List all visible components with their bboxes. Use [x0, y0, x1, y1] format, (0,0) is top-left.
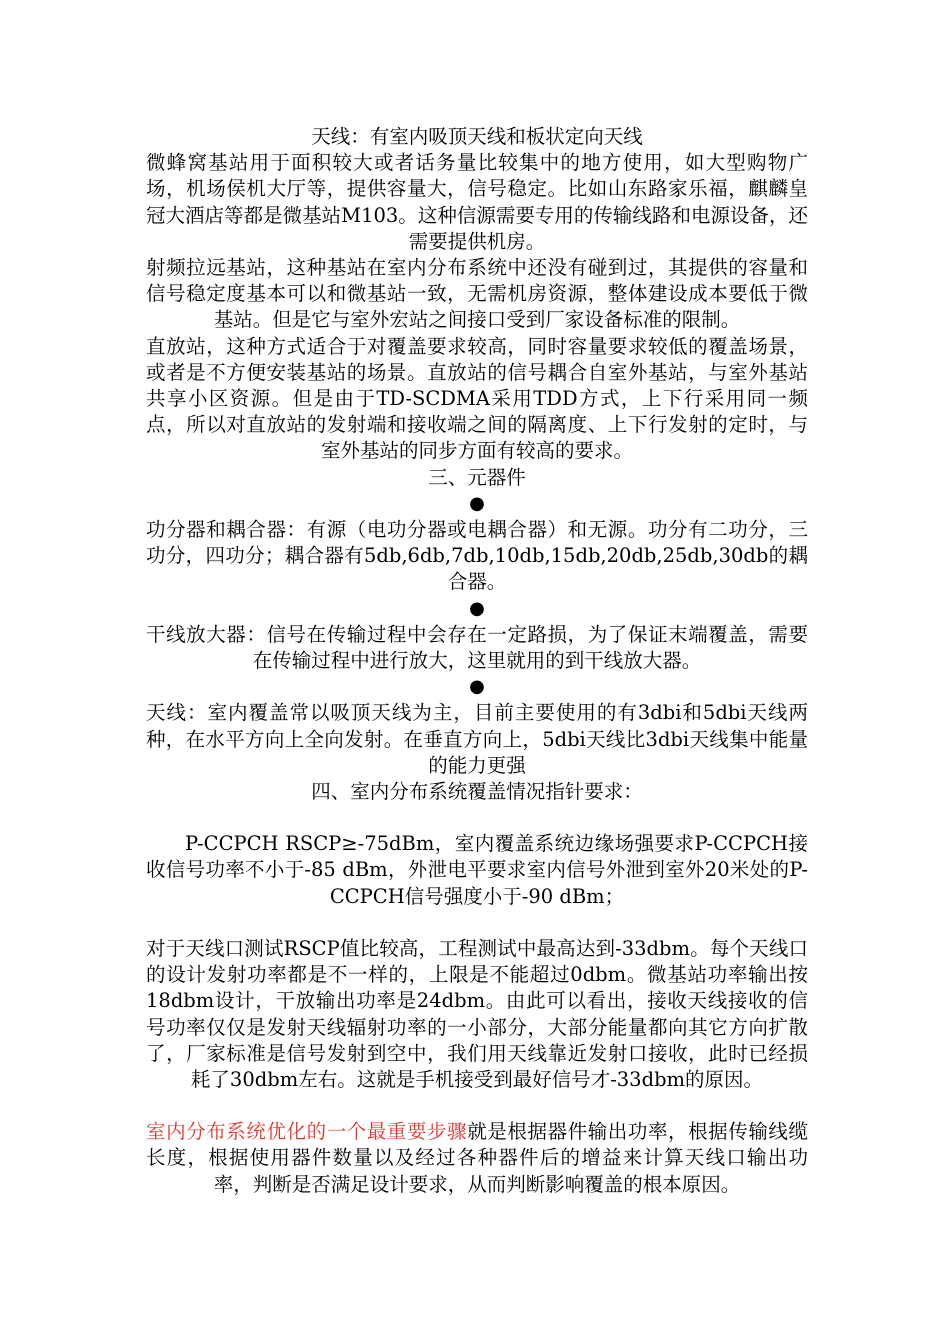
antenna-paragraph: 天线：室内覆盖常以吸顶天线为主，目前主要使用的有3dbi和5dbi天线两种，在水平方向上全向发射。在垂直方向上，5dbi天线比3dbi天线集中能量的能力更强 — [146, 701, 808, 777]
bullet-dot: ● — [469, 492, 485, 514]
bullet-dot: ● — [469, 597, 485, 619]
rscp-paragraph: 对于天线口测试RSCP值比较高，工程测试中最高达到-33dbm。每个天线口的设计发射功率都是不一样的，上限是不能超过0dbm。微基站功率输出按18dbm设计，干放输出功率是24dbm。由此可以看出，接收天线接收的信号功率仅仅是发射天线辐射功率的一小部分，大部分能量都向其它方向扩散了，厂家标准是信号发射到空中，我们用天线靠近发射口接收，此时已经损耗了30dbm左右。这就是手机接受到最好信号才-33dbm的原因。 — [146, 936, 808, 1091]
optimize-highlight: 室内分布系统优化的一个最重要步骤 — [146, 1120, 468, 1144]
amplifier-paragraph: 干线放大器：信号在传输过程中会存在一定路损，为了保证末端覆盖，需要在传输过程中进行放大，这里就用的到干线放大器。 — [146, 622, 808, 673]
optimize-paragraph — [146, 1119, 808, 1198]
section-4-heading: 四、室内分布系统覆盖情况指针要求： — [311, 780, 643, 804]
micro-cell-paragraph: 微蜂窝基站用于面积较大或者话务量比较集中的地方使用，如大型购物广场，机场侯机大厅等，提供容量大，信号稳定。比如山东路家乐福，麒麟皇冠大酒店等都是微基站M103。这种信源需要专用的传输线路和电源设备，还需要提供机房。 — [146, 151, 808, 253]
rru-paragraph: 射频拉远基站，这种基站在室内分布系统中还没有碰到过，其提供的容量和信号稳定度基本可以和微基站一致，无需机房资源，整体建设成本要低于微基站。但是它与室外宏站之间接口受到厂家设备标准的限制。 — [146, 256, 808, 332]
document-body — [146, 124, 808, 1198]
repeater-paragraph: 直放站，这种方式适合于对覆盖要求较高，同时容量要求较低的覆盖场景，或者是不方便安装基站的场景。直放站的信号耦合自室外基站，与室外基站共享小区资源。但是由于TD-SCDMA采用TDD方式，上下行采用同一频点，所以对直放站的发射端和接收端之间的隔离度、上下行发射的定时，与室外基站的同步方面有较高的要求。 — [146, 334, 808, 463]
spacer — [146, 1093, 808, 1119]
bullet-dot: ● — [469, 676, 485, 698]
spacer — [146, 805, 808, 831]
antenna-heading: 天线：有室内吸顶天线和板状定向天线 — [311, 125, 643, 148]
section-3-heading: 三、元器件 — [428, 465, 526, 489]
optimize-text: 就是根据器件输出功率，根据传输线缆长度，根据使用器件数量以及经过各种器件后的增益来计算天线口输出功率，判断是否满足设计要求，从而判断影响覆盖的根本原因。 — [146, 1120, 808, 1196]
splitter-paragraph: 功分器和耦合器：有源（电功分器或电耦合器）和无源。功分有二功分，三功分，四功分；耦合器有5db,6db,7db,10db,15db,20db,25db,30db的耦合器。 — [146, 518, 808, 594]
pccpch-paragraph: P-CCPCH RSCP≥-75dBm，室内覆盖系统边缘场强要求P-CCPCH接收信号功率不小于-85 dBm，外泄电平要求室内信号外泄到室外20米处的P-CCPCH信号强度小于-90 dBm； — [146, 832, 808, 908]
spacer — [146, 910, 808, 936]
